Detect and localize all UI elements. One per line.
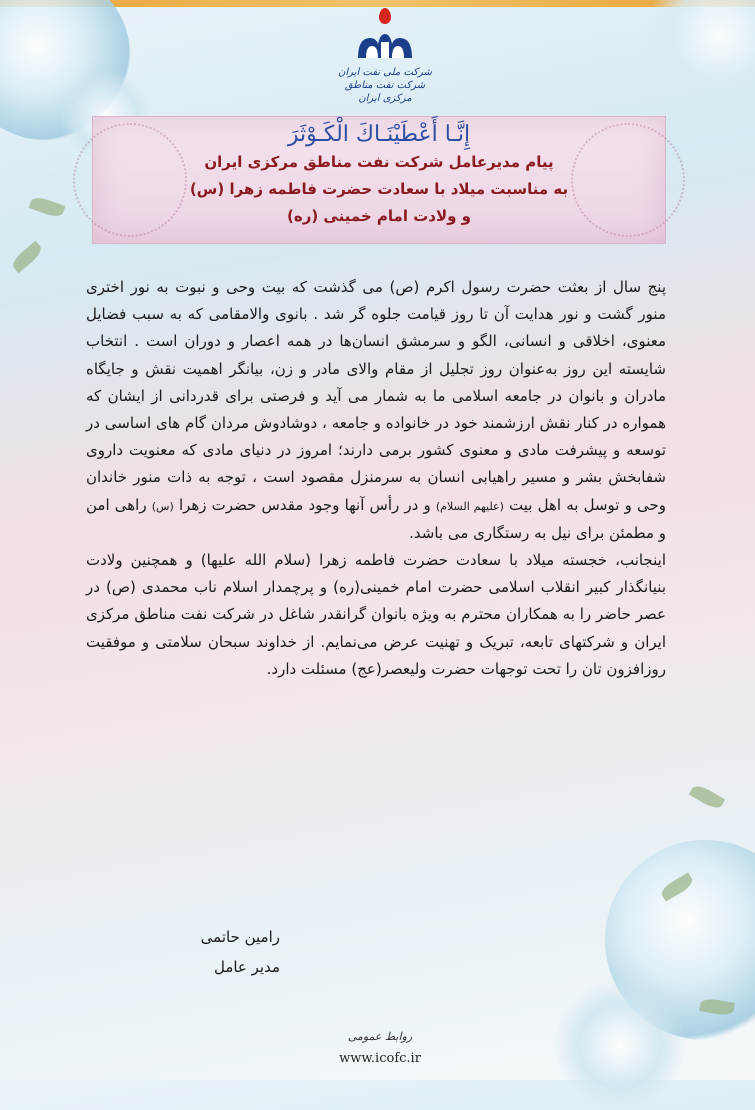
oil-company-emblem-icon <box>354 28 416 62</box>
paragraph-2: اینجانب، خجسته میلاد با سعادت حضرت فاطمه زهرا (سلام الله علیها) و همچنین ولادت بنیانگذار کبیر انقلاب اسلامی حضرت امام خمینی(ره) و پرچمدار اسلام ناب محمدی (ص) در عصر حاضر را به همکاران محترم به ویژه بانوان گرانقدر شاغل در شرکت نفت مناطق مرکزی ایران و شرکتهای تابعه، تبریک و تهنیت عرض می‌نمایم. از خداوند سبحان سلامتی و موفقیت روزافزون تان را تحت توجهات حضرت ولیعصر(عج) مسئلت دارد. <box>86 551 666 678</box>
leaf-decoration <box>689 782 725 811</box>
company-name-line1: شرکت ملی نفت ایران <box>338 67 432 78</box>
paragraph-1-middle: و در رأس آنها وجود مقدس حضرت زهرا <box>178 495 431 514</box>
signature-block <box>150 922 280 982</box>
title-line-3: و ولادت امام خمینی (ره) <box>286 207 472 225</box>
footer-department: روابط عمومی <box>347 1030 413 1043</box>
footer <box>300 1030 460 1066</box>
flame-icon <box>379 8 391 24</box>
title-line-1: پیام مدیرعامل شرکت نفت مناطق مرکزی ایران <box>204 153 554 171</box>
flower-decoration <box>645 0 755 110</box>
company-logo <box>330 8 440 105</box>
paragraph-1-note: (س) <box>151 499 174 513</box>
paragraph-1-end: راهی امن و مطمئن برای نیل به رستگاری می باشد. <box>86 495 666 542</box>
leaf-decoration <box>29 195 66 220</box>
message-body <box>86 274 666 683</box>
company-name-line2: شرکت نفت مناطق مرکزی ایران <box>344 80 426 104</box>
quran-verse: إِنَّـا أَعْطَيْنَـاكَ الْكَـوْثَرَ <box>287 122 471 147</box>
paragraph-1 <box>86 274 666 547</box>
title-line-2: به مناسبت میلاد با سعادت حضرت فاطمه زهرا (س) <box>189 180 569 198</box>
signatory-name: رامین حاتمی <box>200 928 280 946</box>
paragraph-1-note: (علیهم السلام) <box>435 499 504 513</box>
signatory-role: مدیر عامل <box>213 958 280 976</box>
website-link[interactable]: www.icofc.ir <box>339 1051 421 1066</box>
title-banner <box>92 116 666 244</box>
paragraph-1-text: پنج سال از بعثت حضرت رسول اکرم (ص) می گذشت که بیت وحی و نبوت به نور اختری منور گشت و نور هدایت آن تا روز قیامت جلوه گر شد . بانوی والامقامی که به سبب فضایل معنوی، اخلاقی و انسانی، الگو و سرمشق انسان‌ها در همه اعصار و دوران است . انتخاب شایسته این روز به‌عنوان روز تجلیل از مقام والای مادر و زن، بیانگر اهمیت نقش و جایگاه مادران و بانوان در جامعه اسلامی ما به شمار می آید و فرصتی برای قدردانی از ایشان که همواره در کنار نقش ارزشمند خود در خانواده و جامعه ، دوشادوش مردان گام های اساسی در توسعه و پیشرفت مادی و معنوی کشور برمی دارند؛ امروز در دنیای مادی که معنویت داروی شفابخش بشر و مسیر راهیابی انسان به سرمنزل مقصود است ، توجه به ذات منور خاندان وحی و توسل به اهل بیت <box>86 278 666 514</box>
leaf-decoration <box>9 241 44 274</box>
flower-decoration <box>555 980 685 1110</box>
